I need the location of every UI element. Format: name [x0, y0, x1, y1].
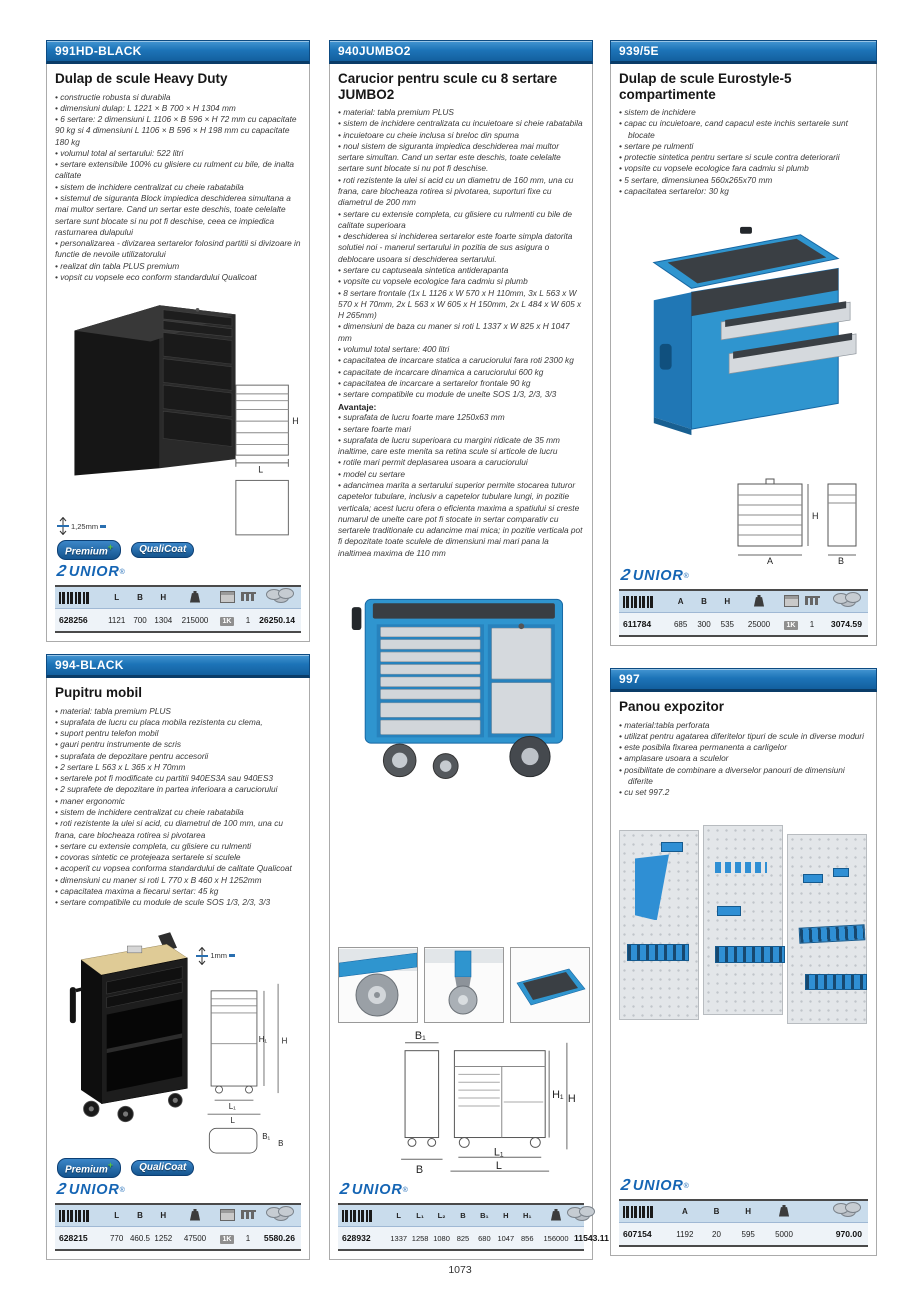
dim-label-h1: H₁ — [258, 1034, 268, 1044]
bullet-item: • sertare cu extensie completa, cu glisiere cu rulmenti — [55, 841, 301, 852]
bullet-item: • capac cu incuietoare, cand capacul este inchis sertarele sunt blocate — [619, 118, 868, 141]
dim-label-l: L — [230, 1115, 235, 1125]
dim-value: 825 — [456, 1233, 470, 1243]
bullet-item: • personalizarea - divizarea sertarelor folosind partitii si divizoare in functie de nevoile utilizatorului — [55, 238, 301, 261]
bullet-list — [338, 107, 584, 400]
dim-header: A — [677, 597, 684, 606]
tool-hook — [833, 868, 849, 877]
column-middle — [329, 40, 609, 1260]
bullet-item: • deschiderea si inchiderea sertarelor este foarte simpla datorita solutiei noi - manerul sertarului in pozitia de sus asigura o deblocare usoara si deschiderea sertarului. — [338, 231, 584, 265]
advantages-list — [338, 412, 584, 559]
bullet-item: • capacitate de incarcare dinamica a caruciorului 600 kg — [338, 367, 584, 378]
bullet-item: • amplasare usoara a sculelor — [619, 753, 868, 764]
pallet-icon — [805, 596, 820, 605]
spec-table-header — [338, 1205, 584, 1227]
dim-value: 20 — [712, 1229, 721, 1239]
dim-header: L — [114, 593, 120, 602]
weight-value: 25000 — [747, 619, 771, 629]
dim-header: L₁ — [416, 1211, 424, 1220]
product-photo-trolley — [338, 563, 584, 791]
bullet-item: • rotile mari permit deplasarea usoara a caruciorului — [338, 457, 584, 468]
qualicoat-logo: QualiCoat — [131, 542, 194, 558]
dim-label-b: B — [838, 556, 845, 565]
bullet-item: • 6 sertare: 2 dimensiuni L 1106 × B 596 × H 72 mm cu capacitate 90 kg si 4 dimensiuni L 1106 × B 596 × H 198 mm cu capacitate 180 kg — [55, 114, 301, 148]
weight-icon — [754, 595, 765, 607]
product-body — [610, 692, 877, 1256]
dim-label-b: B — [415, 1164, 424, 1177]
technical-drawing-trolley — [338, 1027, 578, 1177]
weight-value: 215000 — [181, 615, 209, 625]
product-photo-pegboard — [619, 822, 867, 1042]
thumbnail-swivel-caster — [424, 947, 504, 1023]
pack-badge: 1K — [220, 1235, 235, 1244]
quality-logos — [57, 1159, 301, 1177]
thumbnail-drawer-mat — [510, 947, 590, 1023]
product-991hd-black — [46, 40, 310, 642]
weight-icon — [551, 1209, 562, 1221]
product-title: Carucior pentru scule cu 8 sertare JUMBO2 — [338, 71, 558, 102]
dim-value: 300 — [697, 619, 711, 629]
bullet-item: • material:tabla perforata — [619, 720, 868, 731]
bullet-item: • protectie sintetica pentru sertare si scule contra deteriorarii — [619, 152, 868, 163]
product-title: Panou expozitor — [619, 699, 725, 714]
dim-label-h: H — [567, 1093, 576, 1105]
qty-value: 1 — [809, 619, 815, 629]
dim-value: 460.5 — [129, 1233, 150, 1243]
dim-value: 535 — [720, 619, 734, 629]
tool-rail — [627, 944, 689, 961]
weight-icon — [190, 591, 201, 603]
spec-table — [619, 589, 868, 637]
product-photo-cabinet — [69, 289, 241, 489]
dim-value: 1047 — [497, 1233, 515, 1243]
dim-value: 1337 — [390, 1233, 408, 1243]
bullet-item: • este posibila fixarea permanenta a carligelor — [619, 742, 868, 753]
price-value: 970.00 — [835, 1229, 862, 1239]
unior-logo: 2 UNIOR ® — [55, 1181, 125, 1198]
tool-hook — [803, 874, 823, 883]
product-title: Dulap de scule Heavy Duty — [55, 71, 228, 86]
product-code-header — [46, 40, 310, 64]
technical-drawing-chest — [732, 473, 866, 565]
technical-drawing-cabinet — [231, 381, 301, 539]
bullet-item: • roti rezistente la ulei si acid, cu diametrul de 100 mm, una cu frana, care blocheaza rotirea si pivotarea — [55, 818, 301, 841]
bullet-item: • sistem de inchidere — [619, 107, 868, 118]
unior-logo: 2 UNIOR ® — [619, 1177, 689, 1194]
bullet-item: • constructie robusta si durabila — [55, 92, 301, 103]
barcode-icon — [342, 1210, 374, 1222]
annotation-text: 1,25mm — [71, 521, 99, 531]
article-number: 628256 — [59, 615, 88, 625]
dim-label-b1: B₁ — [414, 1029, 426, 1042]
unior-logo: 2 UNIOR ® — [55, 563, 125, 580]
bullet-item: • sistem de inchidere centralizata cu incuietoare si cheie rabatabila — [338, 118, 584, 129]
pegboard-panel — [703, 825, 783, 1015]
bullet-item: • vopsite cu vopsele ecologice fara cadmiu si plumb — [619, 163, 868, 174]
dim-label-h1: H₁ — [552, 1089, 564, 1102]
dim-label-b1: B₁ — [262, 1131, 271, 1141]
thumbnail-fixed-wheel — [338, 947, 418, 1023]
product-title: Dulap de scule Eurostyle-5 compartimente — [619, 71, 792, 102]
product-code-header — [610, 668, 877, 692]
product-code: 940JUMBO2 — [338, 44, 411, 58]
dim-header: B — [137, 1211, 143, 1220]
pallet-icon — [241, 592, 256, 601]
bullet-item: • roti rezistente la ulei si acid cu un diametru de 160 mm, una cu frana, care blocheaza rotirea si pivotarea, suporturi fixe cu diametrul de 200 mm — [338, 175, 584, 209]
bullet-item: • vopsit cu vopsele eco conform standardului Qualicoat — [55, 272, 301, 283]
spec-table — [55, 1203, 301, 1251]
bullet-item: • suprafata de lucru cu placa mobila rezistenta cu clema, — [55, 717, 301, 728]
bullet-item: • dimensiuni dulap: L 1221 × B 700 × H 1304 mm — [55, 103, 301, 114]
price-value: 11543.11 — [574, 1233, 609, 1243]
weight-value: 5000 — [775, 1229, 793, 1239]
spec-table — [619, 1199, 868, 1247]
price-value: 26250.14 — [259, 615, 295, 625]
dim-value: 685 — [673, 619, 688, 629]
dim-header: H₁ — [522, 1211, 532, 1220]
bullet-item: • sistem de inchidere centralizat cu cheie rabatabila — [55, 182, 301, 193]
article-number: 607154 — [623, 1229, 652, 1239]
dim-header: B — [460, 1211, 466, 1220]
dim-value: 1192 — [676, 1229, 694, 1239]
dim-value: 595 — [741, 1229, 755, 1239]
bullet-item: • material: tabla premium PLUS — [338, 107, 584, 118]
bullet-item: • suprafata de depozitare pentru accesorii — [55, 751, 301, 762]
dim-value: 770 — [109, 1233, 124, 1243]
bullet-item: • cu set 997.2 — [619, 787, 868, 798]
bullet-item: • model cu sertare — [338, 469, 584, 480]
package-icon — [220, 591, 235, 603]
product-body — [46, 64, 310, 642]
spec-table-row — [55, 1227, 301, 1249]
product-940jumbo2 — [329, 40, 609, 1260]
product-code: 939/5E — [619, 44, 659, 58]
article-number: 628215 — [59, 1233, 88, 1243]
product-art-area — [338, 559, 584, 943]
dim-label-l1: L₁ — [493, 1146, 504, 1159]
dim-value: 856 — [520, 1233, 534, 1243]
pack-badge: 1K — [220, 617, 235, 626]
dim-header: H — [160, 593, 167, 602]
advantages-label: Avantaje: — [338, 402, 377, 413]
dim-value: 1121 — [108, 615, 126, 625]
bullet-item: • suport pentru telefon mobil — [55, 728, 301, 739]
dim-label-h: H — [812, 511, 819, 521]
product-body — [329, 64, 609, 1260]
bullet-item: • suprafata de lucru superioara cu margini ridicate de 35 mm inaltime, care este menita sa retina scule si articole de lucru — [338, 435, 584, 458]
bullet-list — [55, 706, 301, 909]
bullet-item: • 5 sertare, dimensiunea 560x265x70 mm — [619, 175, 868, 186]
product-code: 997 — [619, 672, 640, 686]
product-body — [46, 678, 310, 1260]
bullet-item: • maner ergonomic — [55, 796, 301, 807]
technical-drawing-desk — [197, 971, 301, 1157]
pallet-icon — [241, 1210, 256, 1219]
bullet-item: • sertare pe rulmenti — [619, 141, 868, 152]
sheet-thickness-annotation — [57, 517, 106, 535]
weight-value: 47500 — [183, 1233, 207, 1243]
qty-value: 1 — [245, 1233, 251, 1243]
dim-header: H — [503, 1211, 509, 1220]
bullet-item: • sertare foarte mari — [338, 424, 584, 435]
bullet-item: • covoras sintetic ce protejeaza sertarele si sculele — [55, 852, 301, 863]
detail-thumbnails — [338, 947, 584, 1023]
column-left — [46, 40, 310, 1260]
bullet-item: • sertare cu extensie completa, cu glisiere cu rulmenti cu bile de calitate superioara — [338, 209, 584, 232]
bullet-item: • utilizat pentru agatarea diferitelor tipuri de scule in diverse moduri — [619, 731, 868, 742]
dim-header: B — [713, 1207, 720, 1216]
dim-header: A — [681, 1207, 688, 1216]
dim-label-l: L — [258, 464, 264, 475]
unior-logo-mark: 2 — [55, 1181, 68, 1198]
dimension-arrow-icon — [57, 517, 69, 535]
product-code-header — [610, 40, 877, 64]
tool-hook — [717, 906, 741, 916]
package-icon — [784, 595, 799, 607]
spec-table-header — [55, 1205, 301, 1227]
tool-hook — [661, 842, 683, 852]
sheet-thickness-annotation — [196, 947, 235, 965]
bullet-item: • capacitatea de incarcare statica a caruciorului fara roti 2300 kg — [338, 355, 584, 366]
product-photo-chest — [625, 205, 865, 443]
coins-icon — [840, 596, 856, 607]
dim-header: B — [137, 593, 143, 602]
bullet-item: • volumul total sertare: 400 litri — [338, 344, 584, 355]
bullet-item: • sertare cu captuseala sintetica antiderapanta — [338, 265, 584, 276]
barcode-icon — [59, 592, 91, 604]
tool-rail — [715, 946, 785, 963]
dim-label-l1: L₁ — [228, 1101, 236, 1111]
spec-table-row — [55, 609, 301, 631]
dimension-arrow-icon — [196, 947, 208, 965]
bullet-item: • dimensiuni de baza cu maner si roti L 1337 x W 825 x H 1047 mm — [338, 321, 584, 344]
bullet-item: • noul sistem de siguranta impiedica deschiderea mai multor sertare simultan. Cand un sertar este deschis, toate celelalte sertare sunt blocate si nu pot fi deschise. — [338, 141, 584, 175]
package-icon — [220, 1209, 235, 1221]
annotation-dash — [100, 525, 106, 528]
coins-icon — [574, 1210, 590, 1221]
bullet-item: • suprafata de lucru foarte mare 1250x63 mm — [338, 412, 584, 423]
dim-label-l: L — [495, 1160, 502, 1173]
product-code: 994-BLACK — [55, 658, 124, 672]
price-value: 5580.26 — [263, 1233, 295, 1243]
coins-icon — [840, 1206, 856, 1217]
unior-logo-mark: 2 — [619, 1177, 632, 1194]
dim-value: 1258 — [411, 1233, 429, 1243]
product-art-area — [619, 798, 868, 1175]
dim-label-h: H — [292, 416, 299, 427]
product-art-area — [619, 197, 868, 565]
product-art-area — [55, 283, 301, 539]
product-997 — [610, 668, 877, 1256]
spec-table-header — [619, 591, 868, 613]
bullet-item: • gauri pentru instrumente de scris — [55, 739, 301, 750]
bullet-list — [619, 720, 868, 799]
bullet-item: • sertare compatibile cu module de unelte SOS 1/3, 2/3, 3/3 — [338, 389, 584, 400]
barcode-icon — [59, 1210, 91, 1222]
bullet-item: • sistemul de siguranta Block impiedica deschiderea simultana a mai multor sertare. Cand un sertar este deschis, toate celelalte sertare sunt blocate si nu pot fi deschise, ceea ce impiedica rasturnarea dulapului — [55, 193, 301, 238]
qty-value: 1 — [245, 615, 251, 625]
spec-table — [338, 1203, 609, 1251]
weight-icon — [190, 1209, 201, 1221]
premium-plus-logo: Premium+ — [57, 540, 121, 560]
product-art-area — [55, 909, 301, 1157]
spec-table-header — [619, 1201, 868, 1223]
column-right — [610, 40, 877, 1256]
quality-logos — [57, 541, 301, 559]
product-code-header — [46, 654, 310, 678]
bullet-item: • posibilitate de combinare a diverselor panouri de dimensiuni diferite — [619, 765, 868, 788]
bullet-item: • 8 sertare frontale (1x L 1126 x W 570 x H 110mm, 3x L 563 x W 570 x H 70mm, 2x L 563 x W 605 x H 150mm, 2x L 484 x W 605 x H 265mm) — [338, 288, 584, 322]
bullet-item: • realizat din tabla PLUS premium — [55, 261, 301, 272]
bullet-item: • adancimea marita a sertarului superior permite stocarea tuturor capetelor tubulare, inclusiv a capetelor tubulare lungi, in pozitie verticala; acest lucru ofera o eficienta maxima a spatiului si creste numarul de unelte care pot fi stocate in sertar comparativ cu sertarele traditionale cu adancime mai mica; in pozitie verticala pot fi depozitate toate sculele de dimensiuni mai mari pana la inaltimea maxima de 110 mm — [338, 480, 584, 559]
bullet-list — [619, 107, 868, 197]
dim-header: B₁ — [480, 1211, 489, 1220]
spec-table-row — [619, 613, 868, 635]
dim-header: B — [701, 597, 707, 606]
coins-icon — [273, 592, 289, 603]
unior-logo-mark: 2 — [619, 567, 632, 584]
annotation-text: 1mm — [210, 951, 227, 961]
pack-badge: 1K — [784, 621, 799, 630]
page-number: 1073 — [448, 1264, 472, 1276]
unior-logo: 2 UNIOR ® — [338, 1181, 408, 1198]
bullet-item: • acoperit cu vopsea conforma standardului de calitate Qualicoat — [55, 863, 301, 874]
premium-plus-logo: Premium+ — [57, 1158, 121, 1178]
bullet-item: • 2 suprafete de depozitare in partea inferioara a caruciorului — [55, 784, 301, 795]
coins-icon — [273, 1210, 289, 1221]
unior-logo-mark: 2 — [55, 563, 68, 580]
dim-header: H — [160, 1211, 167, 1220]
dim-label-a: A — [767, 556, 774, 565]
dim-value: 1304 — [154, 615, 173, 625]
spec-table-header — [55, 587, 301, 609]
dim-label-b: B — [278, 1138, 284, 1148]
bullet-item: • dimensiuni cu maner si roti L 770 x B 460 x H 1252mm — [55, 875, 301, 886]
bullet-list — [55, 92, 301, 284]
barcode-icon — [623, 1206, 655, 1218]
bullet-item: • sertarele pot fi modificate cu partitii 940ES3A sau 940ES3 — [55, 773, 301, 784]
bullet-item: • sertare extensibile 100% cu glisiere cu rulment cu bile, de inalta calitate — [55, 159, 301, 182]
article-number: 611784 — [623, 619, 652, 629]
weight-icon — [779, 1205, 790, 1217]
dim-header: H — [745, 1207, 752, 1216]
bullet-item: • sistem de inchidere centralizat cu cheie rabatabila — [55, 807, 301, 818]
bullet-item: • capacitatea de incarcare a sertarelor frontale 90 kg — [338, 378, 584, 389]
dim-header: L — [396, 1211, 401, 1220]
product-994-black — [46, 654, 310, 1260]
unior-logo: 2 UNIOR ® — [619, 567, 689, 584]
spec-table-row — [338, 1227, 609, 1249]
dim-header: L — [114, 1211, 120, 1220]
product-photo-mobile-desk — [57, 915, 207, 1127]
spec-table — [55, 585, 301, 633]
dim-value: 680 — [478, 1233, 491, 1243]
bullet-item: • vopsite cu vopsele ecologice fara cadmiu si plumb — [338, 276, 584, 287]
unior-logo-mark: 2 — [338, 1181, 351, 1198]
hook-row — [715, 862, 767, 873]
qualicoat-logo: QualiCoat — [131, 1160, 194, 1176]
annotation-dash — [229, 954, 235, 957]
price-value: 3074.59 — [830, 619, 862, 629]
dim-header: L₂ — [437, 1211, 446, 1220]
product-body — [610, 64, 877, 646]
product-code: 991HD-BLACK — [55, 44, 142, 58]
dim-label-h: H — [281, 1036, 288, 1046]
bullet-item: • material: tabla premium PLUS — [55, 706, 301, 717]
dim-value: 700 — [133, 615, 147, 625]
weight-value: 156000 — [543, 1233, 569, 1243]
product-code-header — [329, 40, 593, 64]
spec-table-row — [619, 1223, 868, 1245]
tool-rail — [805, 974, 867, 990]
bullet-item: • sertare compatibile cu module de scule SOS 1/3, 2/3, 3/3 — [55, 897, 301, 908]
dim-value: 1080 — [433, 1233, 450, 1243]
barcode-icon — [623, 596, 655, 608]
bullet-item: • capacitatea maxima a fiecarui sertar: 45 kg — [55, 886, 301, 897]
bullet-item: • capacitatea sertarelor: 30 kg — [619, 186, 868, 197]
product-939-5e — [610, 40, 877, 646]
dim-value: 1252 — [154, 1233, 173, 1243]
product-title: Pupitru mobil — [55, 685, 142, 700]
dim-header: H — [724, 597, 731, 606]
bullet-item: • incuietoare cu cheie inclusa si breloc din spuma — [338, 130, 584, 141]
article-number: 628932 — [342, 1233, 371, 1243]
bullet-item: • volumul total al sertarului: 522 litri — [55, 148, 301, 159]
bullet-item: • 2 sertare L 563 x L 365 x H 70mm — [55, 762, 301, 773]
